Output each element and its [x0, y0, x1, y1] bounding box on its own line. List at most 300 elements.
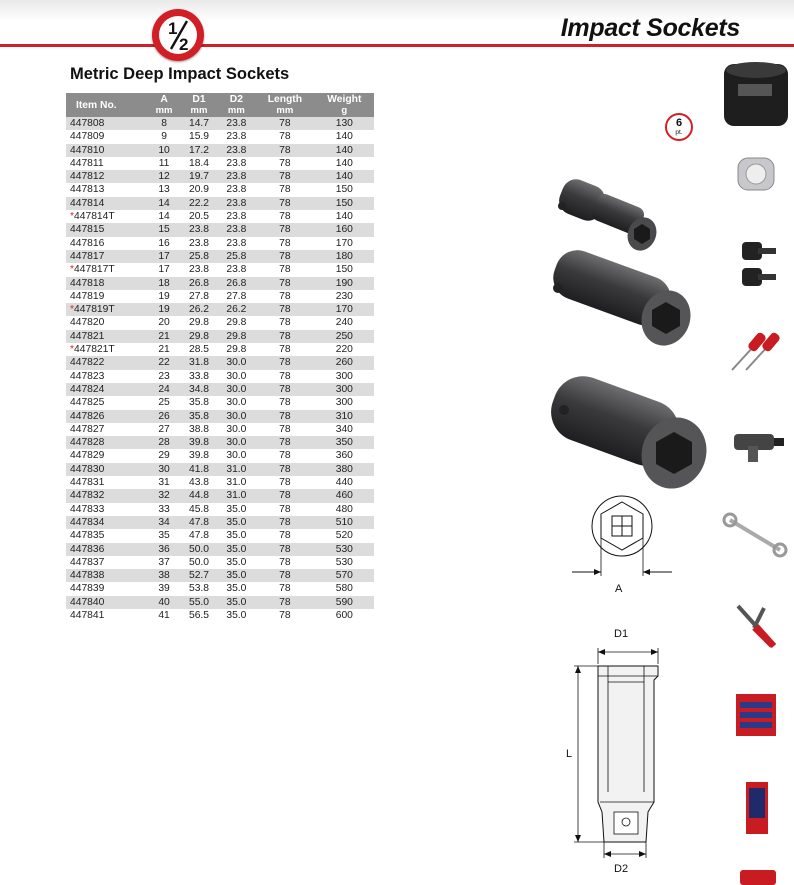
cell-weight: 140 — [315, 170, 374, 183]
table-row — [66, 503, 374, 516]
cell-d2: 26.2 — [218, 303, 255, 316]
cell-d1: 35.8 — [180, 410, 217, 423]
item-number: 447837 — [70, 556, 105, 568]
cell-d2: 35.0 — [226, 556, 247, 568]
cell-length: 78 — [279, 157, 291, 169]
cell-d1: 29.8 — [180, 330, 217, 343]
item-number: 447809 — [70, 131, 105, 143]
cell-weight: 570 — [315, 569, 374, 582]
cell-length: 78 — [279, 344, 291, 356]
item-number: 447818 — [70, 277, 105, 289]
item-number: 447825 — [70, 397, 105, 409]
cell-d1: 39.8 — [180, 436, 217, 449]
cell-length: 78 — [279, 131, 291, 143]
cell-a: 38 — [148, 569, 181, 582]
cell-item-no — [66, 290, 148, 303]
cell-a: 24 — [148, 383, 181, 396]
cell-a: 32 — [148, 489, 181, 502]
cell-a: 31 — [158, 477, 170, 489]
cell-a: 10 — [148, 144, 181, 157]
cell-weight: 240 — [335, 317, 353, 329]
cell-weight: 130 — [315, 117, 374, 130]
cell-weight: 170 — [315, 303, 374, 316]
cell-d2: 23.8 — [226, 211, 247, 223]
cell-d2: 23.8 — [218, 223, 255, 236]
cell-weight: 380 — [315, 463, 374, 476]
cell-weight: 150 — [335, 184, 353, 196]
cell-d1: 50.0 — [180, 543, 217, 556]
cell-item-no — [66, 183, 148, 196]
cell-d2: 30.0 — [218, 436, 255, 449]
cell-d1: 25.8 — [180, 250, 217, 263]
cell-weight: 460 — [315, 489, 374, 502]
cell-weight: 310 — [315, 410, 374, 423]
impact-socket-icon[interactable] — [718, 58, 794, 130]
cell-length: 78 — [255, 170, 315, 183]
table-row — [66, 290, 374, 303]
cell-length: 78 — [279, 370, 291, 382]
item-number: 447831 — [70, 477, 105, 489]
item-number: 447813 — [70, 184, 105, 196]
cell-a: 30 — [148, 463, 181, 476]
cell-d2: 35.0 — [226, 503, 247, 515]
table-row — [66, 237, 374, 250]
cell-length: 78 — [279, 609, 291, 621]
cell-length: 78 — [279, 423, 291, 435]
cell-d2: 26.8 — [218, 277, 255, 290]
cell-weight: 180 — [315, 250, 374, 263]
col-d1: D1 mm — [180, 93, 217, 117]
cell-length: 78 — [255, 144, 315, 157]
item-number: 447814T — [74, 211, 115, 223]
cell-item-no — [66, 516, 148, 529]
cell-length: 78 — [279, 290, 291, 302]
cell-a: 12 — [148, 170, 181, 183]
item-number: 447840 — [70, 596, 105, 608]
cell-d2: 23.8 — [218, 144, 255, 157]
six-point-unit: pt. — [675, 129, 683, 136]
cell-d1: 28.5 — [188, 344, 210, 356]
cell-d2: 31.0 — [218, 489, 255, 502]
cell-d1: 44.8 — [180, 489, 217, 502]
cell-d2: 35.0 — [226, 583, 247, 595]
cell-weight: 170 — [335, 237, 353, 249]
cell-a: 39 — [158, 583, 170, 595]
cell-a: 13 — [158, 184, 170, 196]
cell-a: 37 — [158, 556, 170, 568]
cell-a: 17 — [158, 264, 170, 276]
cell-d1: 56.5 — [188, 609, 210, 621]
item-number: 447808 — [70, 118, 105, 129]
cell-item-no — [66, 250, 148, 263]
item-number: 447821T — [74, 344, 115, 356]
cell-length: 78 — [255, 543, 315, 556]
cell-length: 78 — [279, 450, 291, 462]
cell-d2: 30.0 — [226, 397, 247, 409]
cell-d2: 23.8 — [218, 117, 255, 130]
cell-a: 16 — [158, 237, 170, 249]
cell-a: 14 — [148, 197, 181, 210]
cell-a: 25 — [158, 397, 170, 409]
cell-d2: 23.8 — [226, 264, 247, 276]
cell-length: 78 — [279, 184, 291, 196]
table-row — [66, 489, 374, 502]
cell-item-no — [66, 596, 148, 609]
tool-cabinet-icon[interactable] — [718, 688, 794, 742]
table-row — [66, 250, 374, 263]
cell-weight: 140 — [335, 211, 353, 223]
cell-item-no — [66, 396, 148, 409]
chrome-socket-icon[interactable] — [718, 148, 794, 200]
table-row — [66, 516, 374, 529]
cell-length: 78 — [255, 330, 315, 343]
table-row — [66, 263, 374, 276]
cell-a: 33 — [158, 503, 170, 515]
cell-weight: 360 — [335, 450, 353, 462]
table-row — [66, 423, 374, 436]
table-row — [66, 343, 374, 356]
cell-weight: 300 — [335, 370, 353, 382]
item-number: 447817T — [74, 264, 115, 276]
cell-weight: 600 — [335, 609, 353, 621]
cell-length: 78 — [255, 356, 315, 369]
item-number: 447816 — [70, 237, 105, 249]
cell-item-no — [66, 569, 148, 582]
cell-weight: 530 — [315, 543, 374, 556]
item-number: 447839 — [70, 583, 105, 595]
cell-length: 78 — [255, 463, 315, 476]
cell-weight: 230 — [335, 290, 353, 302]
col-a: A mm — [148, 93, 181, 117]
item-number: 447829 — [70, 450, 105, 462]
cell-d2: 30.0 — [226, 423, 247, 435]
cell-weight: 140 — [335, 131, 353, 143]
cell-weight: 340 — [335, 423, 353, 435]
cell-d1: 20.5 — [188, 211, 210, 223]
dimension-label-d2: D2 — [614, 863, 629, 875]
cell-d1: 23.8 — [180, 223, 217, 236]
col-d2: D2 mm — [218, 93, 255, 117]
cell-d1: 15.9 — [188, 131, 210, 143]
item-number: 447819 — [70, 290, 105, 302]
table-row — [66, 117, 374, 130]
cell-length: 78 — [255, 197, 315, 210]
cell-length: 78 — [255, 277, 315, 290]
cell-item-no — [66, 197, 148, 210]
cell-length: 78 — [279, 317, 291, 329]
item-number: 447836 — [70, 543, 105, 555]
cell-length: 78 — [255, 250, 315, 263]
small-socket-image — [555, 175, 661, 255]
cell-weight: 220 — [335, 344, 353, 356]
cell-weight: 580 — [335, 583, 353, 595]
header-rule — [0, 44, 794, 47]
cell-d2: 30.0 — [218, 383, 255, 396]
cell-d1: 55.0 — [180, 596, 217, 609]
table-row — [66, 370, 374, 383]
six-point-number: 6 — [675, 117, 683, 129]
cell-item-no — [66, 117, 148, 130]
cell-d1: 26.2 — [180, 303, 217, 316]
cell-d1: 29.8 — [188, 317, 210, 329]
dimension-label-a: A — [615, 583, 623, 595]
cell-weight: 530 — [335, 556, 353, 568]
col-length: Length mm — [255, 93, 315, 117]
item-number: 447835 — [70, 530, 105, 542]
cell-a: 40 — [148, 596, 181, 609]
toolbox-icon[interactable] — [718, 862, 794, 885]
cell-d1: 26.8 — [180, 277, 217, 290]
cell-d1: 43.8 — [188, 477, 210, 489]
cell-item-no — [66, 529, 148, 542]
cell-item-no — [66, 543, 148, 556]
item-number: 447819T — [74, 304, 115, 316]
cell-item-no — [66, 210, 148, 223]
table-row — [66, 463, 374, 476]
cell-d1: 19.7 — [180, 170, 217, 183]
table-row — [66, 556, 374, 569]
table-body — [66, 117, 374, 622]
cell-a: 20 — [158, 317, 170, 329]
table-row — [66, 130, 374, 143]
cell-weight: 260 — [315, 356, 374, 369]
cell-a: 23 — [158, 370, 170, 382]
cell-d1: 23.8 — [188, 237, 210, 249]
spanner-icon[interactable] — [718, 510, 794, 560]
cell-length: 78 — [279, 503, 291, 515]
cell-a: 11 — [158, 157, 170, 169]
cell-item-no — [66, 303, 148, 316]
cell-item-no — [66, 343, 148, 356]
table-row — [66, 582, 374, 595]
item-number: 447823 — [70, 370, 105, 382]
table-row — [66, 210, 374, 223]
cell-weight: 300 — [315, 383, 374, 396]
socket-photos — [548, 168, 708, 498]
screwdriver-icon[interactable] — [718, 326, 794, 376]
socket-section-diagram — [560, 642, 670, 864]
cell-a: 36 — [148, 543, 181, 556]
table-row — [66, 330, 374, 343]
cell-d2: 35.0 — [218, 596, 255, 609]
table-row — [66, 223, 374, 236]
item-number: 447826 — [70, 410, 105, 422]
cell-a: 19 — [158, 290, 170, 302]
cell-item-no — [66, 277, 148, 290]
table-row — [66, 543, 374, 556]
cell-length: 78 — [279, 264, 291, 276]
item-number: 447814 — [70, 197, 105, 209]
cell-length: 78 — [279, 211, 291, 223]
table-row — [66, 410, 374, 423]
cell-weight: 250 — [315, 330, 374, 343]
cell-d1: 31.8 — [180, 356, 217, 369]
cell-d2: 23.8 — [218, 197, 255, 210]
cell-d1: 41.8 — [180, 463, 217, 476]
cell-length: 78 — [255, 489, 315, 502]
cell-length: 78 — [255, 383, 315, 396]
cell-d1: 17.2 — [180, 144, 217, 157]
cell-a: 29 — [158, 450, 170, 462]
cell-d2: 27.8 — [226, 290, 247, 302]
table-row — [66, 197, 374, 210]
cell-weight: 190 — [315, 277, 374, 290]
cell-d2: 31.0 — [218, 463, 255, 476]
cell-length: 78 — [279, 583, 291, 595]
hex-dimension-diagram — [572, 494, 672, 580]
cell-item-no — [66, 356, 148, 369]
table-row — [66, 596, 374, 609]
cell-d2: 23.8 — [218, 170, 255, 183]
cell-length: 78 — [255, 223, 315, 236]
cell-d1: 52.7 — [180, 569, 217, 582]
cell-weight: 440 — [335, 477, 353, 489]
large-socket-image — [548, 368, 708, 498]
cell-d1: 39.8 — [188, 450, 210, 462]
cell-item-no — [66, 436, 148, 449]
cell-d2: 35.0 — [218, 516, 255, 529]
cell-item-no — [66, 463, 148, 476]
spec-table — [66, 93, 374, 622]
table-header-row — [66, 93, 374, 117]
item-number: 447820 — [70, 317, 105, 329]
cell-d2: 31.0 — [226, 477, 247, 489]
cell-d2: 23.8 — [226, 184, 247, 196]
cell-a: 26 — [148, 410, 181, 423]
cell-length: 78 — [279, 530, 291, 542]
cell-item-no — [66, 503, 148, 516]
cell-d1: 20.9 — [188, 184, 210, 196]
cell-d1: 53.8 — [188, 583, 210, 595]
cell-weight: 350 — [315, 436, 374, 449]
cell-d1: 18.4 — [188, 157, 210, 169]
dimension-label-d1: D1 — [614, 628, 629, 640]
cell-d2: 23.8 — [226, 237, 247, 249]
item-number: 447810 — [70, 144, 105, 156]
table-row — [66, 476, 374, 489]
table-row — [66, 396, 374, 409]
tee-handle-marker: * — [70, 304, 75, 316]
cell-item-no — [66, 476, 148, 489]
cell-item-no — [66, 157, 148, 170]
cell-item-no — [66, 263, 148, 276]
cell-d1: 47.8 — [180, 516, 217, 529]
cell-length: 78 — [255, 436, 315, 449]
tee-handle-marker: * — [70, 211, 75, 223]
item-number: 447812 — [70, 171, 105, 183]
cell-weight: 160 — [315, 223, 374, 236]
col-item-no: Item No. — [66, 93, 148, 117]
item-number: 447834 — [70, 516, 105, 528]
cell-item-no — [66, 489, 148, 502]
svg-text:2: 2 — [179, 35, 189, 54]
section-title: Metric Deep Impact Sockets — [70, 65, 290, 83]
dimension-label-l: L — [566, 748, 573, 760]
table-row — [66, 609, 374, 622]
cell-item-no — [66, 144, 148, 157]
item-number: 447817 — [70, 250, 105, 262]
cell-d2: 30.0 — [218, 410, 255, 423]
cell-d1: 23.8 — [188, 264, 210, 276]
table-row — [66, 144, 374, 157]
cell-length: 78 — [279, 477, 291, 489]
cell-length: 78 — [255, 117, 315, 130]
cell-d2: 35.0 — [218, 543, 255, 556]
cell-d2: 29.8 — [226, 344, 247, 356]
table-row — [66, 529, 374, 542]
table-row — [66, 383, 374, 396]
item-number: 447833 — [70, 503, 105, 515]
item-number: 447827 — [70, 423, 105, 435]
cell-a: 17 — [148, 250, 181, 263]
item-number: 447811 — [70, 157, 104, 169]
cell-a: 15 — [148, 223, 181, 236]
cell-item-no — [66, 237, 148, 250]
page-header-title: Impact Sockets — [560, 14, 740, 42]
cell-item-no — [66, 556, 148, 569]
cell-item-no — [66, 316, 148, 329]
cell-d2: 30.0 — [226, 450, 247, 462]
cell-d1: 34.8 — [180, 383, 217, 396]
item-number: 447830 — [70, 463, 105, 475]
cell-a: 14 — [158, 211, 170, 223]
tool-case-icon[interactable] — [718, 778, 794, 838]
cell-weight: 590 — [315, 596, 374, 609]
cell-a: 22 — [148, 356, 181, 369]
cell-a: 21 — [148, 330, 181, 343]
cell-a: 27 — [158, 423, 170, 435]
table-row — [66, 569, 374, 582]
cell-length: 78 — [255, 516, 315, 529]
cell-d2: 35.0 — [218, 569, 255, 582]
cell-d1: 50.0 — [188, 556, 210, 568]
cell-d1: 45.8 — [188, 503, 210, 515]
cell-a: 28 — [148, 436, 181, 449]
cell-d1: 35.8 — [188, 397, 210, 409]
cell-item-no — [66, 410, 148, 423]
cell-a: 18 — [148, 277, 181, 290]
cell-d1: 47.8 — [188, 530, 210, 542]
item-number: 447828 — [70, 437, 105, 449]
cell-d2: 30.0 — [218, 356, 255, 369]
cell-d1: 38.8 — [188, 423, 210, 435]
cell-d1: 33.8 — [188, 370, 210, 382]
item-number: 447832 — [70, 490, 105, 502]
cell-item-no — [66, 423, 148, 436]
pliers-icon[interactable] — [718, 598, 794, 650]
item-number: 447821 — [70, 330, 105, 342]
cell-a: 8 — [148, 117, 181, 130]
cell-item-no — [66, 223, 148, 236]
table-row — [66, 183, 374, 196]
table-row — [66, 316, 374, 329]
tee-handle-marker: * — [70, 264, 75, 276]
bit-socket-icon[interactable] — [718, 236, 794, 296]
cell-d2: 29.8 — [226, 317, 247, 329]
table-row — [66, 356, 374, 369]
cell-d2: 23.8 — [226, 157, 247, 169]
cell-d2: 35.0 — [226, 530, 247, 542]
impact-wrench-icon[interactable] — [718, 422, 794, 466]
item-number: 447824 — [70, 383, 105, 395]
table-row — [66, 277, 374, 290]
svg-text:1: 1 — [168, 19, 178, 38]
cell-length: 78 — [279, 556, 291, 568]
cell-d2: 35.0 — [226, 609, 247, 621]
cell-a: 41 — [158, 609, 170, 621]
cell-item-no — [66, 582, 148, 595]
cell-length: 78 — [255, 569, 315, 582]
